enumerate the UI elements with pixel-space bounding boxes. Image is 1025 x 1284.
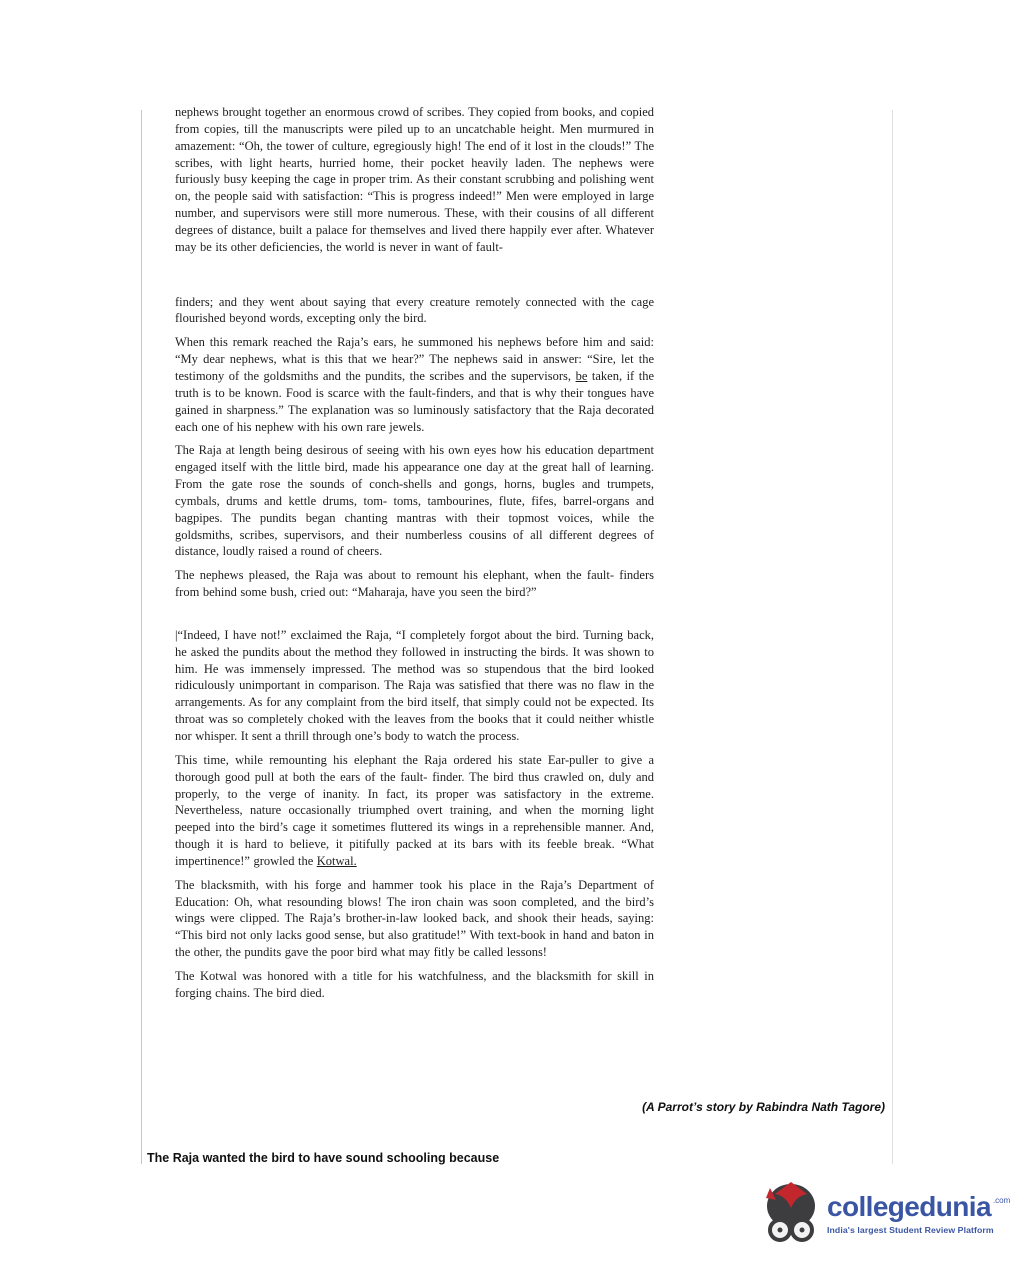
underlined-text: be: [575, 368, 588, 383]
page-left-border: [141, 110, 142, 1164]
passage: [175, 104, 654, 1009]
text-segment: |“Indeed, I have not!” exclaimed the Raja, “I completely forgot about the bird. Turning back, he asked the pundits about the method they followed in instructing the birds. It was shown to him. He was immensely impressed. The method was so stupendous that the bird looked ridiculously unimportant in comparison. The Raja was satisfied that there was no flaw in the arrangements. As for any complaint from the bird itself, that simply could not be expected. Its throat was so completely choked with the leaves from the books that it could neither whistle nor whisper. It sent a thrill through one’s body to watch the process.: [175, 627, 654, 743]
text-segment: The nephews pleased, the Raja was about to remount his elephant, when the fault- finders from behind some bush, cried out: “Maharaja, have you seen the bird?”: [175, 568, 654, 600]
attribution: (A Parrot’s story by Rabindra Nath Tagore): [642, 1100, 885, 1114]
text-segment: nephews brought together an enormous crowd of scribes. They copied from books, and copied from copies, till the manuscripts were piled up to an uncatchable height. Men murmured in amazement: “Oh, the tower of culture, egregiously high! The end of it lost in the clouds!” The scribes, with light hearts, hurried home, their pocket heavily laden. The nephews were furiously busy keeping the cage in proper trim. As their constant scrubbing and polishing went on, the people said with satisfaction: “This is progress indeed!” Men were employed in large number, and supervisors were still more numerous. These, with their cousins of all different degrees of distance, built a palace for themselves and lived there happily ever after. Whatever may be its other deficiencies, the world is never in want of fault-: [175, 105, 654, 254]
text-segment: finders; and they went about saying that every creature remotely connected with the cage flourished beyond words, excepting only the bird.: [175, 294, 654, 326]
paragraph: [175, 294, 654, 328]
underlined-text: Kotwal.: [316, 853, 357, 868]
logo-tagline: India's largest Student Review Platform: [827, 1225, 994, 1235]
paragraph: [175, 104, 654, 256]
paragraph: [175, 968, 654, 1002]
text-segment: This time, while remounting his elephant the Raja ordered his state Ear-puller to give a thorough good pull at both the ears of the fault- finder. The bird thus crawled on, duly and properly, to the verge of inanity. In fact, its proper was satisfactory in the extreme. Nevertheless, nature occasionally triumphed overt training, and when the morning light peeped into the bird’s cage it sometimes fluttered its wings in a reprehensible manner. And, though it is hard to believe, it pitifully packed at its bars with its feeble break. “What impertinence!” growled the: [175, 752, 654, 868]
text-segment: The blacksmith, with his forge and hammer took his place in the Raja’s Department of Education: Oh, what resounding blows! The iron chain was soon completed, and the bird’s wings were clipped. The Raja’s brother-in-law looked back, and shook their heads, saying: “This bird not only lacks good sense, but also gratitude!” With text-book in hand and baton in the other, the pundits gave the poor bird what may fitly be called lessons!: [175, 877, 654, 960]
text-segment: The Raja at length being desirous of seeing with his own eyes how his education department engaged itself with the little bird, made his appearance one day at the great hall of learning. From the gate rose the sounds of conch-shells and gongs, horns, bugles and trumpets, cymbals, drums and kettle drums, tom- toms, tambourines, flute, fifes, barrel-organs and bagpipes. The pundits began chanting mantras with their topmost voices, while the goldsmiths, scribes, supervisors, and their numberless cousins of all different degrees of distance, loudly raised a round of cheers.: [175, 443, 654, 559]
logo-text-block: [827, 1192, 1010, 1235]
paragraph: [175, 442, 654, 560]
question-text: The Raja wanted the bird to have sound schooling because: [147, 1151, 500, 1165]
paragraph: [175, 877, 654, 961]
text-segment: The Kotwal was honored with a title for his watchfulness, and the blacksmith for skill in forging chains. The bird died.: [175, 968, 654, 1000]
logo-domain-suffix: .com: [992, 1196, 1011, 1205]
paragraph: [175, 752, 654, 870]
text-segment: When this remark reached the Raja’s ears, he summoned his nephews before him and said: “My dear nephews, what is this that we hear?” The nephews said in answer: “Sire, let the testimony of the goldsmiths and the pundits, the scribes and the supervisors,: [175, 335, 654, 383]
collegedunia-mascot-icon: [762, 1178, 820, 1249]
logo-wordmark: collegedunia: [827, 1191, 991, 1222]
paragraph: [175, 334, 654, 435]
paragraph: [175, 627, 654, 745]
collegedunia-logo: [762, 1178, 1010, 1249]
page-right-border: [892, 110, 893, 1164]
text-segment: taken, if the truth is to be known. Food is scarce with the fault-finders, and that is why their tongues have gained in sharpness.” The explanation was so luminously satisfactory that the Raja decorated each one of his nephew with his own rare jewels.: [175, 368, 654, 434]
paragraph: [175, 567, 654, 601]
